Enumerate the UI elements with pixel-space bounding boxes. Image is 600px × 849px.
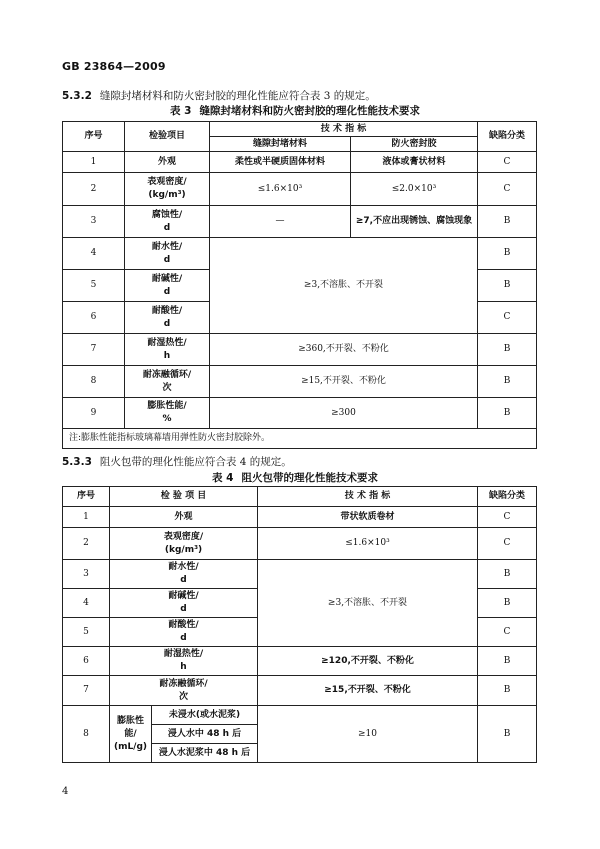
cell: C [478,507,537,528]
cell [110,618,258,647]
item-unit: % [162,414,172,424]
item-name: 耐碱性/ [168,591,199,601]
cell [125,270,210,302]
cell: 6 [63,302,125,334]
cell: ≥15,不开裂、不粉化 [258,676,478,706]
header-cell: 技 术 指 标 [258,487,478,507]
cell [125,238,210,270]
cell [125,173,210,206]
cell: 6 [63,647,110,676]
merged-cell: ≥3,不溶胀、不开裂 [210,238,478,334]
item-name: 耐水性/ [168,562,199,572]
table-title: 阻火包带的理化性能技术要求 [241,472,378,484]
item-unit: d [163,222,171,233]
header-cell: 序号 [63,122,125,152]
table-4-caption [62,470,536,485]
cell: C [478,302,537,334]
table-row [63,560,537,589]
cell: 4 [63,238,125,270]
cell: ≥120,不开裂、不粉化 [258,647,478,676]
table-note: 注:膨胀性能指标玻璃幕墙用弹性防火密封胶除外。 [63,429,537,449]
table-row [63,366,537,398]
cell: — [210,206,351,238]
section-text: 阻火包带的理化性能应符合表 4 的规定。 [99,456,292,468]
sub-item-cell: 未浸水(或水泥浆) [152,706,258,725]
cell: 8 [63,706,110,763]
item-unit: d [180,604,187,614]
cell: 5 [63,270,125,302]
cell [110,560,258,589]
item-unit: 次 [178,691,188,702]
item-name: 耐酸性/ [151,305,183,316]
table-number: 表 4 [212,472,234,484]
standard-code: GB 23864—2009 [62,60,166,73]
table-row [63,334,537,366]
cell: ≤1.6×10³ [210,173,351,206]
cell: ≤2.0×10³ [351,173,478,206]
cell [125,366,210,398]
cell: ≥15,不开裂、不粉化 [210,366,478,398]
cell: 1 [63,152,125,173]
section-5-3-2 [62,88,376,103]
header-cell: 缝隙封堵材料 [210,137,351,152]
header-cell: 检验项目 [125,122,210,152]
item-name: 膨胀性能/ [116,715,144,739]
cell: B [478,270,537,302]
page-number: 4 [62,786,69,797]
table-row [63,676,537,706]
cell: ≥300 [210,398,478,429]
table-row [63,173,537,206]
cell [110,706,152,763]
table-4 [62,486,537,763]
cell: C [478,152,537,173]
cell: B [478,589,537,618]
item-name: 耐冻融循环/ [142,369,192,380]
table-row [63,507,537,528]
sub-item-cell: 浸人水中 48 h 后 [152,725,258,744]
item-unit: d [180,575,187,585]
cell: B [478,238,537,270]
table-3 [62,121,537,449]
cell: 外观 [110,507,258,528]
item-unit: d [163,286,171,297]
cell: 3 [63,560,110,589]
cell: C [478,618,537,647]
item-name: 膨胀性能/ [147,401,187,411]
cell: 9 [63,398,125,429]
item-name: 耐酸性/ [168,620,199,630]
cell: 液体或膏状材料 [351,152,478,173]
item-unit: 次 [162,382,172,393]
item-name: 表观密度/ [163,531,204,542]
header-cell: 技 术 指 标 [210,122,478,137]
table-row [63,706,537,725]
merged-cell: ≥3,不溶胀、不开裂 [258,560,478,647]
section-5-3-3 [62,454,292,469]
item-name: 耐碱性/ [151,273,183,284]
table-row [63,528,537,560]
item-unit: d [163,254,171,265]
section-number: 5.3.2 [62,90,92,102]
cell: 3 [63,206,125,238]
cell [125,398,210,429]
cell: 7 [63,334,125,366]
header-cell: 防火密封胶 [351,137,478,152]
item-unit: d [163,318,171,329]
cell: C [478,528,537,560]
cell [110,528,258,560]
cell [110,676,258,706]
table-number: 表 3 [170,105,192,117]
table-row [63,206,537,238]
cell: 柔性或半硬质固体材料 [210,152,351,173]
cell: 5 [63,618,110,647]
item-unit: d [180,633,187,643]
item-name: 表观密度/ [147,177,187,187]
item-name: 耐水性/ [151,241,183,252]
cell: B [478,676,537,706]
cell [125,302,210,334]
item-unit: (mL/g) [113,741,148,752]
cell: 8 [63,366,125,398]
merged-cell: ≥10 [258,706,478,763]
cell: B [478,366,537,398]
cell: 带状软质卷材 [258,507,478,528]
item-unit: (kg/m³) [148,190,186,200]
cell: ≥7,不应出现锈蚀、腐蚀现象 [351,206,478,238]
section-number: 5.3.3 [62,456,92,468]
item-name: 耐湿热性/ [147,337,187,348]
cell: B [478,206,537,238]
table-3-caption [62,103,536,118]
table-row [63,238,537,270]
cell: 7 [63,676,110,706]
table-title: 缝隙封堵材料和防火密封胶的理化性能技术要求 [199,105,420,117]
cell: 4 [63,589,110,618]
cell: 2 [63,528,110,560]
cell: C [478,173,537,206]
cell [110,589,258,618]
item-unit: (kg/m³) [164,544,203,555]
header-cell: 缺陷分类 [478,122,537,152]
cell: 2 [63,173,125,206]
sub-item-cell: 浸人水泥浆中 48 h 后 [152,744,258,763]
cell: ≥360,不开裂、不粉化 [210,334,478,366]
header-cell: 序号 [63,487,110,507]
cell: B [478,560,537,589]
cell [125,206,210,238]
cell: 外观 [125,152,210,173]
cell: B [478,647,537,676]
cell: ≤1.6×10³ [258,528,478,560]
item-name: 耐冻融循环/ [159,678,208,689]
item-unit: h [163,350,171,361]
cell: B [478,706,537,763]
item-name: 腐蚀性/ [151,209,183,220]
cell: B [478,398,537,429]
cell: B [478,334,537,366]
table-row [63,152,537,173]
table-row [63,398,537,429]
table-row [63,647,537,676]
header-cell: 缺陷分类 [478,487,537,507]
cell: 1 [63,507,110,528]
table-note-row [63,429,537,449]
cell [125,334,210,366]
item-unit: h [180,662,187,672]
section-text: 缝隙封堵材料和防火密封胶的理化性能应符合表 3 的规定。 [99,90,376,102]
cell [110,647,258,676]
item-name: 耐湿热性/ [163,649,204,659]
header-cell: 检 验 项 目 [110,487,258,507]
